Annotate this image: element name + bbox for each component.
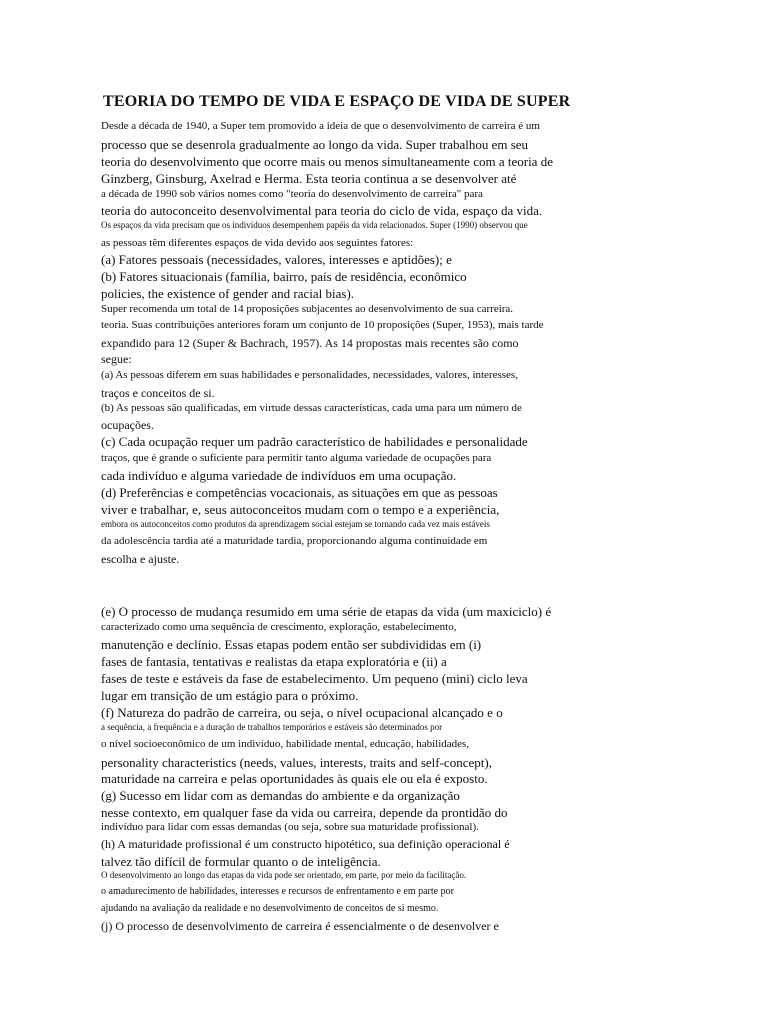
text-line: manutenção e declínio. Essas etapas podem então ser subdivididas em (i) xyxy=(101,637,482,652)
text-line: fases de fantasia, tentativas e realistas da etapa exploratória e (ii) a xyxy=(101,654,447,669)
text-line: (b) Fatores situacionais (família, bairro, país de residência, econômico xyxy=(101,269,467,284)
text-line: (j) O processo de desenvolvimento de carreira é essencialmente o de desenvolver e xyxy=(101,919,499,933)
text-line: traços e conceitos de si. xyxy=(101,386,215,400)
text-line: maturidade na carreira e pelas oportunidades às quais ele ou ela é exposto. xyxy=(101,771,488,786)
text-line: embora os autoconceitos como produtos da aprendizagem social estejam se tornando cada vez mais estáveis xyxy=(101,519,490,529)
text-line: cada indivíduo e alguma variedade de indivíduos em uma ocupação. xyxy=(101,468,457,483)
text-line: (f) Natureza do padrão de carreira, ou seja, o nível ocupacional alcançado e o xyxy=(101,705,503,720)
text-line: Ginzberg, Ginsburg, Axelrad e Herma. Esta teoria continua a se desenvolver até xyxy=(101,171,517,186)
text-line: teoria do desenvolvimento que ocorre mais ou menos simultaneamente com a teoria de xyxy=(101,154,553,169)
text-line: a sequência, a frequência e a duração de trabalhos temporários e estáveis são determinados por xyxy=(101,722,443,732)
text-line: traços, que é grande o suficiente para permitir tanto alguma variedade de ocupações para xyxy=(101,452,492,464)
text-line: a década de 1990 sob vários nomes como "teoria do desenvolvimento de carreira" para xyxy=(101,188,483,200)
document-title: TEORIA DO TEMPO DE VIDA E ESPAÇO DE VIDA DE SUPER xyxy=(103,93,571,110)
text-line: (a) Fatores pessoais (necessidades, valores, interesses e aptidões); e xyxy=(101,252,452,267)
text-line: segue: xyxy=(101,352,132,366)
text-line: policies, the existence of gender and racial bias). xyxy=(101,286,355,301)
text-line: as pessoas têm diferentes espaços de vida devido aos seguintes fatores: xyxy=(101,237,414,249)
text-line: (e) O processo de mudança resumido em uma série de etapas da vida (um maxiciclo) é xyxy=(101,604,552,619)
text-line: O desenvolvimento ao longo das etapas da vida pode ser orientado, em parte, por meio da facilitação. xyxy=(101,870,467,880)
text-line: o nível socioeconômico de um indivíduo, habilidade mental, educação, habilidades, xyxy=(101,738,470,750)
text-line: (g) Sucesso em lidar com as demandas do ambiente e da organização xyxy=(101,788,460,803)
text-line: ocupações. xyxy=(101,418,154,432)
text-line: Super recomenda um total de 14 proposições subjacentes ao desenvolvimento de sua carreira. xyxy=(101,303,514,315)
text-line: talvez tão difícil de formular quanto o de inteligência. xyxy=(101,854,381,869)
text-line: Os espaços da vida precisam que os indivíduos desempenhem papéis da vida relacionados. Super (1990) observou que xyxy=(101,220,528,230)
text-line: (b) As pessoas são qualificadas, em virtude dessas características, cada uma para um número de xyxy=(101,402,522,414)
text-line: viver e trabalhar, e, seus autoconceitos mudam com o tempo e a experiência, xyxy=(101,502,500,517)
text-line: (a) As pessoas diferem em suas habilidades e personalidades, necessidades, valores, interesses, xyxy=(101,369,518,381)
text-line: nesse contexto, em qualquer fase da vida ou carreira, depende da prontidão do xyxy=(101,805,508,820)
text-line: teoria. Suas contribuições anteriores foram um conjunto de 10 proposições (Super, 1953), mais tarde xyxy=(101,319,544,331)
text-line: (d) Preferências e competências vocacionais, as situações em que as pessoas xyxy=(101,485,498,500)
text-line: indivíduo para lidar com essas demandas (ou seja, sobre sua maturidade profissional). xyxy=(101,821,479,833)
text-line: (c) Cada ocupação requer um padrão característico de habilidades e personalidade xyxy=(101,434,528,449)
text-line: personality characteristics (needs, values, interests, traits and self-concept), xyxy=(101,755,492,770)
text-line: ajudando na avaliação da realidade e no desenvolvimento de conceitos de si mesmo. xyxy=(101,903,439,914)
text-line: processo que se desenrola gradualmente ao longo da vida. Super trabalhou em seu xyxy=(101,137,529,152)
text-line: lugar em transição de um estágio para o próximo. xyxy=(101,688,359,703)
text-line: escolha e ajuste. xyxy=(101,552,180,566)
text-line: (h) A maturidade profissional é um constructo hipotético, sua definição operacional é xyxy=(101,837,510,851)
text-line: Desde a década de 1940, a Super tem promovido a ideia de que o desenvolvimento de carreira é um xyxy=(101,120,540,132)
text-line: expandido para 12 (Super & Bachrach, 1957). As 14 propostas mais recentes são como xyxy=(101,336,519,350)
text-line: da adolescência tardia até a maturidade tardia, proporcionando alguma continuidade em xyxy=(101,535,488,547)
text-line: teoria do autoconceito desenvolvimental para teoria do ciclo de vida, espaço da vida. xyxy=(101,203,543,218)
text-line: o amadurecimento de habilidades, interesses e recursos de enfrentamento e em parte por xyxy=(101,886,454,897)
text-line: caracterizado como uma sequência de crescimento, exploração, estabelecimento, xyxy=(101,621,457,633)
text-line: fases de teste e estáveis da fase de estabelecimento. Um pequeno (mini) ciclo leva xyxy=(101,671,528,686)
